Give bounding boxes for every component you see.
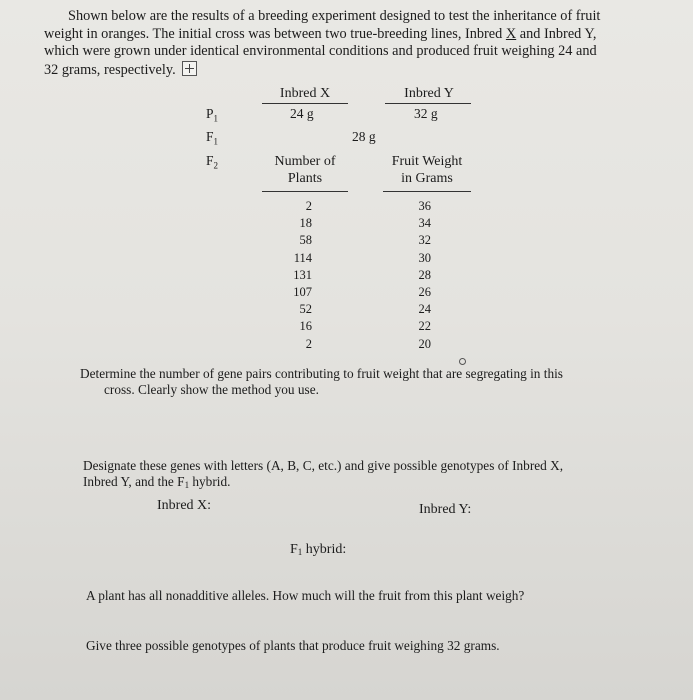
question-2-line-2: Inbred Y, and the $F_1$ hybrid. bbox=[83, 474, 231, 490]
p1-inbred-x-weight: 24 g bbox=[290, 106, 314, 121]
table-cell: 26 bbox=[418, 284, 431, 299]
f2-label: $F_2$ bbox=[206, 153, 219, 171]
plants-column-header: Number of Plants bbox=[274, 154, 336, 186]
expand-plus-icon[interactable] bbox=[182, 61, 197, 76]
question-1-line-1: Determine the number of gene pairs contributing to fruit weight that are segregating in this bbox=[80, 366, 563, 381]
intro-line-2-b: and Inbred Y, bbox=[516, 25, 597, 42]
p1-inbred-y-weight: 32 g bbox=[414, 106, 438, 121]
table-cell: 52 bbox=[299, 302, 312, 317]
intro-line-2-a: weight in oranges. The initial cross was between two true-breeding lines, Inbred bbox=[44, 25, 506, 42]
inbred-y-underline bbox=[385, 103, 471, 104]
inbred-x-header: Inbred X bbox=[279, 86, 331, 101]
intro-line-1: Shown below are the results of a breeding experiment designed to test the inheritance of fruit bbox=[68, 8, 601, 24]
weights-column bbox=[400, 198, 431, 353]
intro-line-3: which were grown under identical environmental conditions and produced fruit weighing 24 and bbox=[44, 43, 597, 59]
table-cell: 16 bbox=[299, 319, 312, 334]
weight-column-header: Fruit Weight in Grams bbox=[391, 154, 463, 186]
question-1-line-2: cross. Clearly show the method you use. bbox=[104, 382, 319, 397]
table-cell: 24 bbox=[418, 302, 431, 317]
f1-label: $F_1$ bbox=[206, 129, 219, 147]
inbred-x-letter: X bbox=[505, 25, 517, 42]
inbred-x-underline bbox=[262, 103, 348, 104]
table-cell: 20 bbox=[418, 336, 431, 351]
table-cell: 22 bbox=[418, 319, 431, 334]
question-2-line-1: Designate these genes with letters (A, B, C, etc.) and give possible genotypes of Inbred X, bbox=[83, 458, 564, 473]
table-cell: 131 bbox=[293, 267, 312, 282]
plants-header-underline bbox=[262, 191, 348, 192]
table-cell: 36 bbox=[418, 199, 431, 213]
intro-line-4: 32 grams, respectively. bbox=[44, 61, 176, 78]
table-cell: 107 bbox=[293, 284, 312, 299]
weight-header-underline bbox=[383, 191, 471, 192]
f1-hybrid-answer-label: $F_1$ hybrid: bbox=[290, 542, 347, 557]
table-cell: 34 bbox=[418, 216, 431, 231]
small-circle-icon bbox=[459, 358, 466, 365]
p1-label: $P_1$ bbox=[206, 106, 219, 124]
table-cell: 18 bbox=[299, 216, 312, 231]
table-cell: 114 bbox=[293, 250, 312, 265]
inbred-y-header: Inbred Y bbox=[404, 86, 454, 101]
table-cell: 58 bbox=[299, 233, 312, 248]
table-cell: 2 bbox=[305, 199, 312, 213]
intro-paragraph bbox=[44, 8, 644, 79]
table-cell: 30 bbox=[418, 250, 431, 265]
table-cell: 32 bbox=[418, 233, 431, 248]
plants-column bbox=[266, 198, 312, 353]
f1-weight: 28 g bbox=[352, 129, 376, 144]
inbred-y-answer-label: Inbred Y: bbox=[419, 502, 472, 517]
table-cell: 28 bbox=[418, 267, 431, 282]
intro-line-2 bbox=[44, 26, 596, 42]
inbred-x-answer-label: Inbred X: bbox=[157, 498, 212, 513]
question-4: Give three possible genotypes of plants that produce fruit weighing 32 grams. bbox=[86, 638, 500, 653]
table-cell: 2 bbox=[305, 336, 312, 351]
question-3: A plant has all nonadditive alleles. How much will the fruit from this plant weigh? bbox=[86, 588, 525, 603]
